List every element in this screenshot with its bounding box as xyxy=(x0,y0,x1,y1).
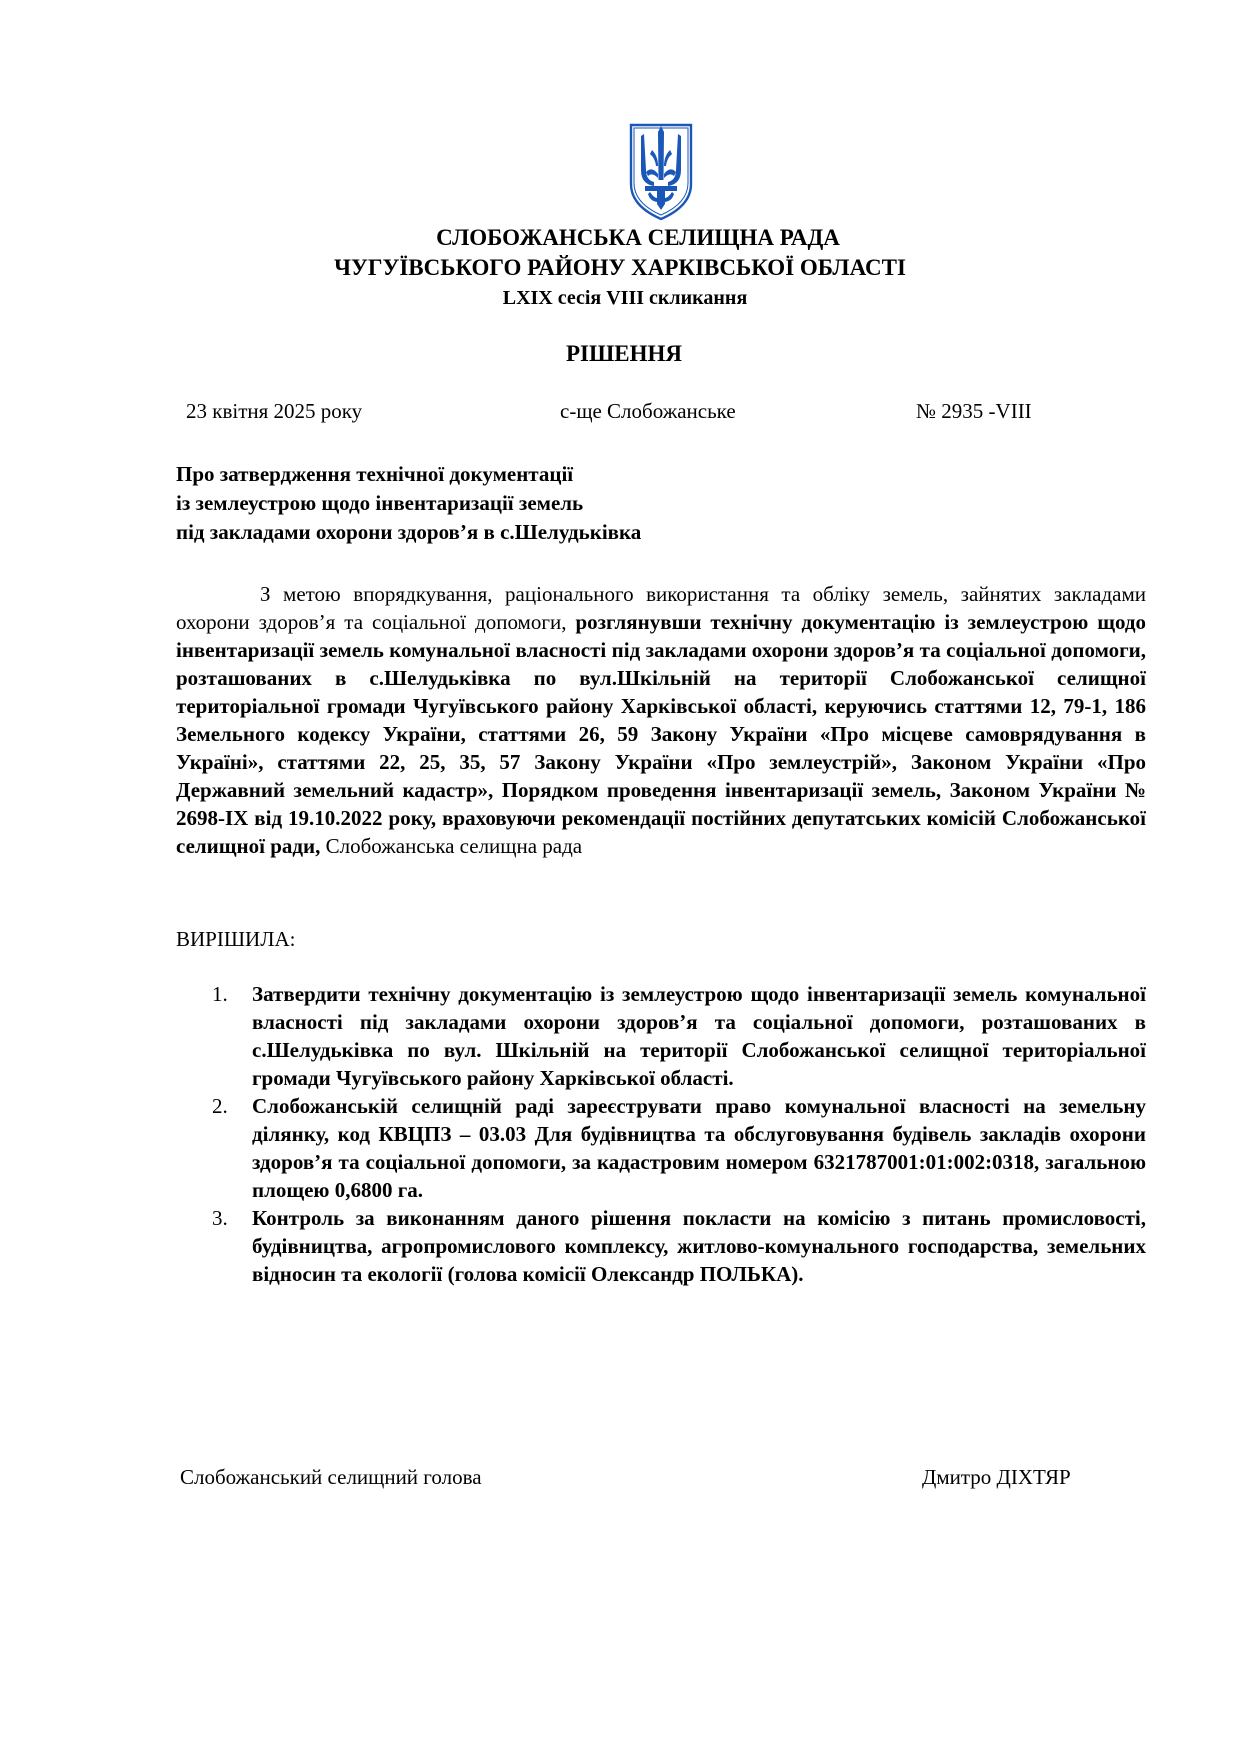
signature-position: Слобожанський селищний голова xyxy=(180,1465,482,1489)
item-text: Слобожанській селищній раді зареєструвати право комунальної власності на земельну ділянку, код КВЦПЗ – 03.03 Для будівництва та обслуговування будівель закладів охорони здоров’я та соціальної допомоги, за кадастровим номером 6321787001:01:002:0318, загальною площею 0,6800 га. xyxy=(252,1094,1146,1202)
subject-line: під закладами охорони здоров’я в с.Шелудьківка xyxy=(176,520,642,544)
item-text: Контроль за виконанням даного рішення покласти на комісію з питань промисловості, будівництва, агропромислового комплексу, житлово-комунального господарства, земельних відносин та екології (голова комісії Олександр ПОЛЬКА). xyxy=(252,1206,1146,1286)
decision-items xyxy=(212,980,1146,1288)
item-number: 3. xyxy=(212,1206,228,1230)
item-number: 2. xyxy=(212,1094,228,1118)
list-item xyxy=(212,1204,1146,1288)
decision-date: 23 квітня 2025 року xyxy=(186,399,363,423)
subject-line: Про затвердження технічної документації xyxy=(176,462,574,486)
preamble-text: З метою впорядкування, раціонального використання та обліку земель, зайнятих закладами охорони здоров’я та соціальної допомоги, xyxy=(176,582,1146,634)
item-text: Затвердити технічну документацію із землеустрою щодо інвентаризації земель комунальної власності під закладами охорони здоров’я та соціальної допомоги, розташованих в с.Шелудьківка по вул. Шкільній на території Слобожанської селищної територіальної громади Чугуївського району Харківської області. xyxy=(252,982,1146,1090)
district-name: ЧУГУЇВСЬКОГО РАЙОНУ ХАРКІВСЬКОЇ ОБЛАСТІ xyxy=(334,255,906,280)
preamble-text: Слобожанська селищна рада xyxy=(325,834,583,858)
preamble-text-bold: розглянувши технічну документацію із землеустрою щодо інвентаризації земель комунальної власності під закладами охорони здоров’я та соціальної допомоги, розташованих в с.Шелудьківка по вул.Шкільній на території Слобожанської селищної територіальної громади Чугуївського району Харківської області, керуючись статтями 12, 79-1, 186 Земельного кодексу України, статтями 26, 59 Закону України «Про місцеве самоврядування в Україні», статтями 22, 25, 35, 57 Закону України «Про землеустрій», Законом України «Про Державний земельний кадастр», Порядком проведення інвентаризації земель, Законом України № 2698-IX від 19.10.2022 року, враховуючи рекомендації постійних депутатських комісій Слобожанської селищної ради, xyxy=(176,610,1146,858)
document-type: РІШЕННЯ xyxy=(566,341,682,366)
signature-name: Дмитро ДІХТЯР xyxy=(922,1465,1071,1489)
decision-number: № 2935 -VIII xyxy=(916,399,1032,423)
coat-of-arms-trident-icon xyxy=(628,122,694,222)
decision-subject xyxy=(176,460,641,547)
session-info: LXIX сесія VIII скликання xyxy=(502,287,748,309)
item-number: 1. xyxy=(212,982,228,1006)
list-item xyxy=(212,980,1146,1092)
subject-line: із землеустрою щодо інвентаризації земель xyxy=(176,491,584,515)
decision-place: с-ще Слобожанське xyxy=(560,399,736,423)
council-name: СЛОБОЖАНСЬКА СЕЛИЩНА РАДА xyxy=(436,225,840,250)
preamble-paragraph xyxy=(176,580,1146,860)
resolved-label: ВИРІШИЛА: xyxy=(176,927,296,951)
list-item xyxy=(212,1092,1146,1204)
